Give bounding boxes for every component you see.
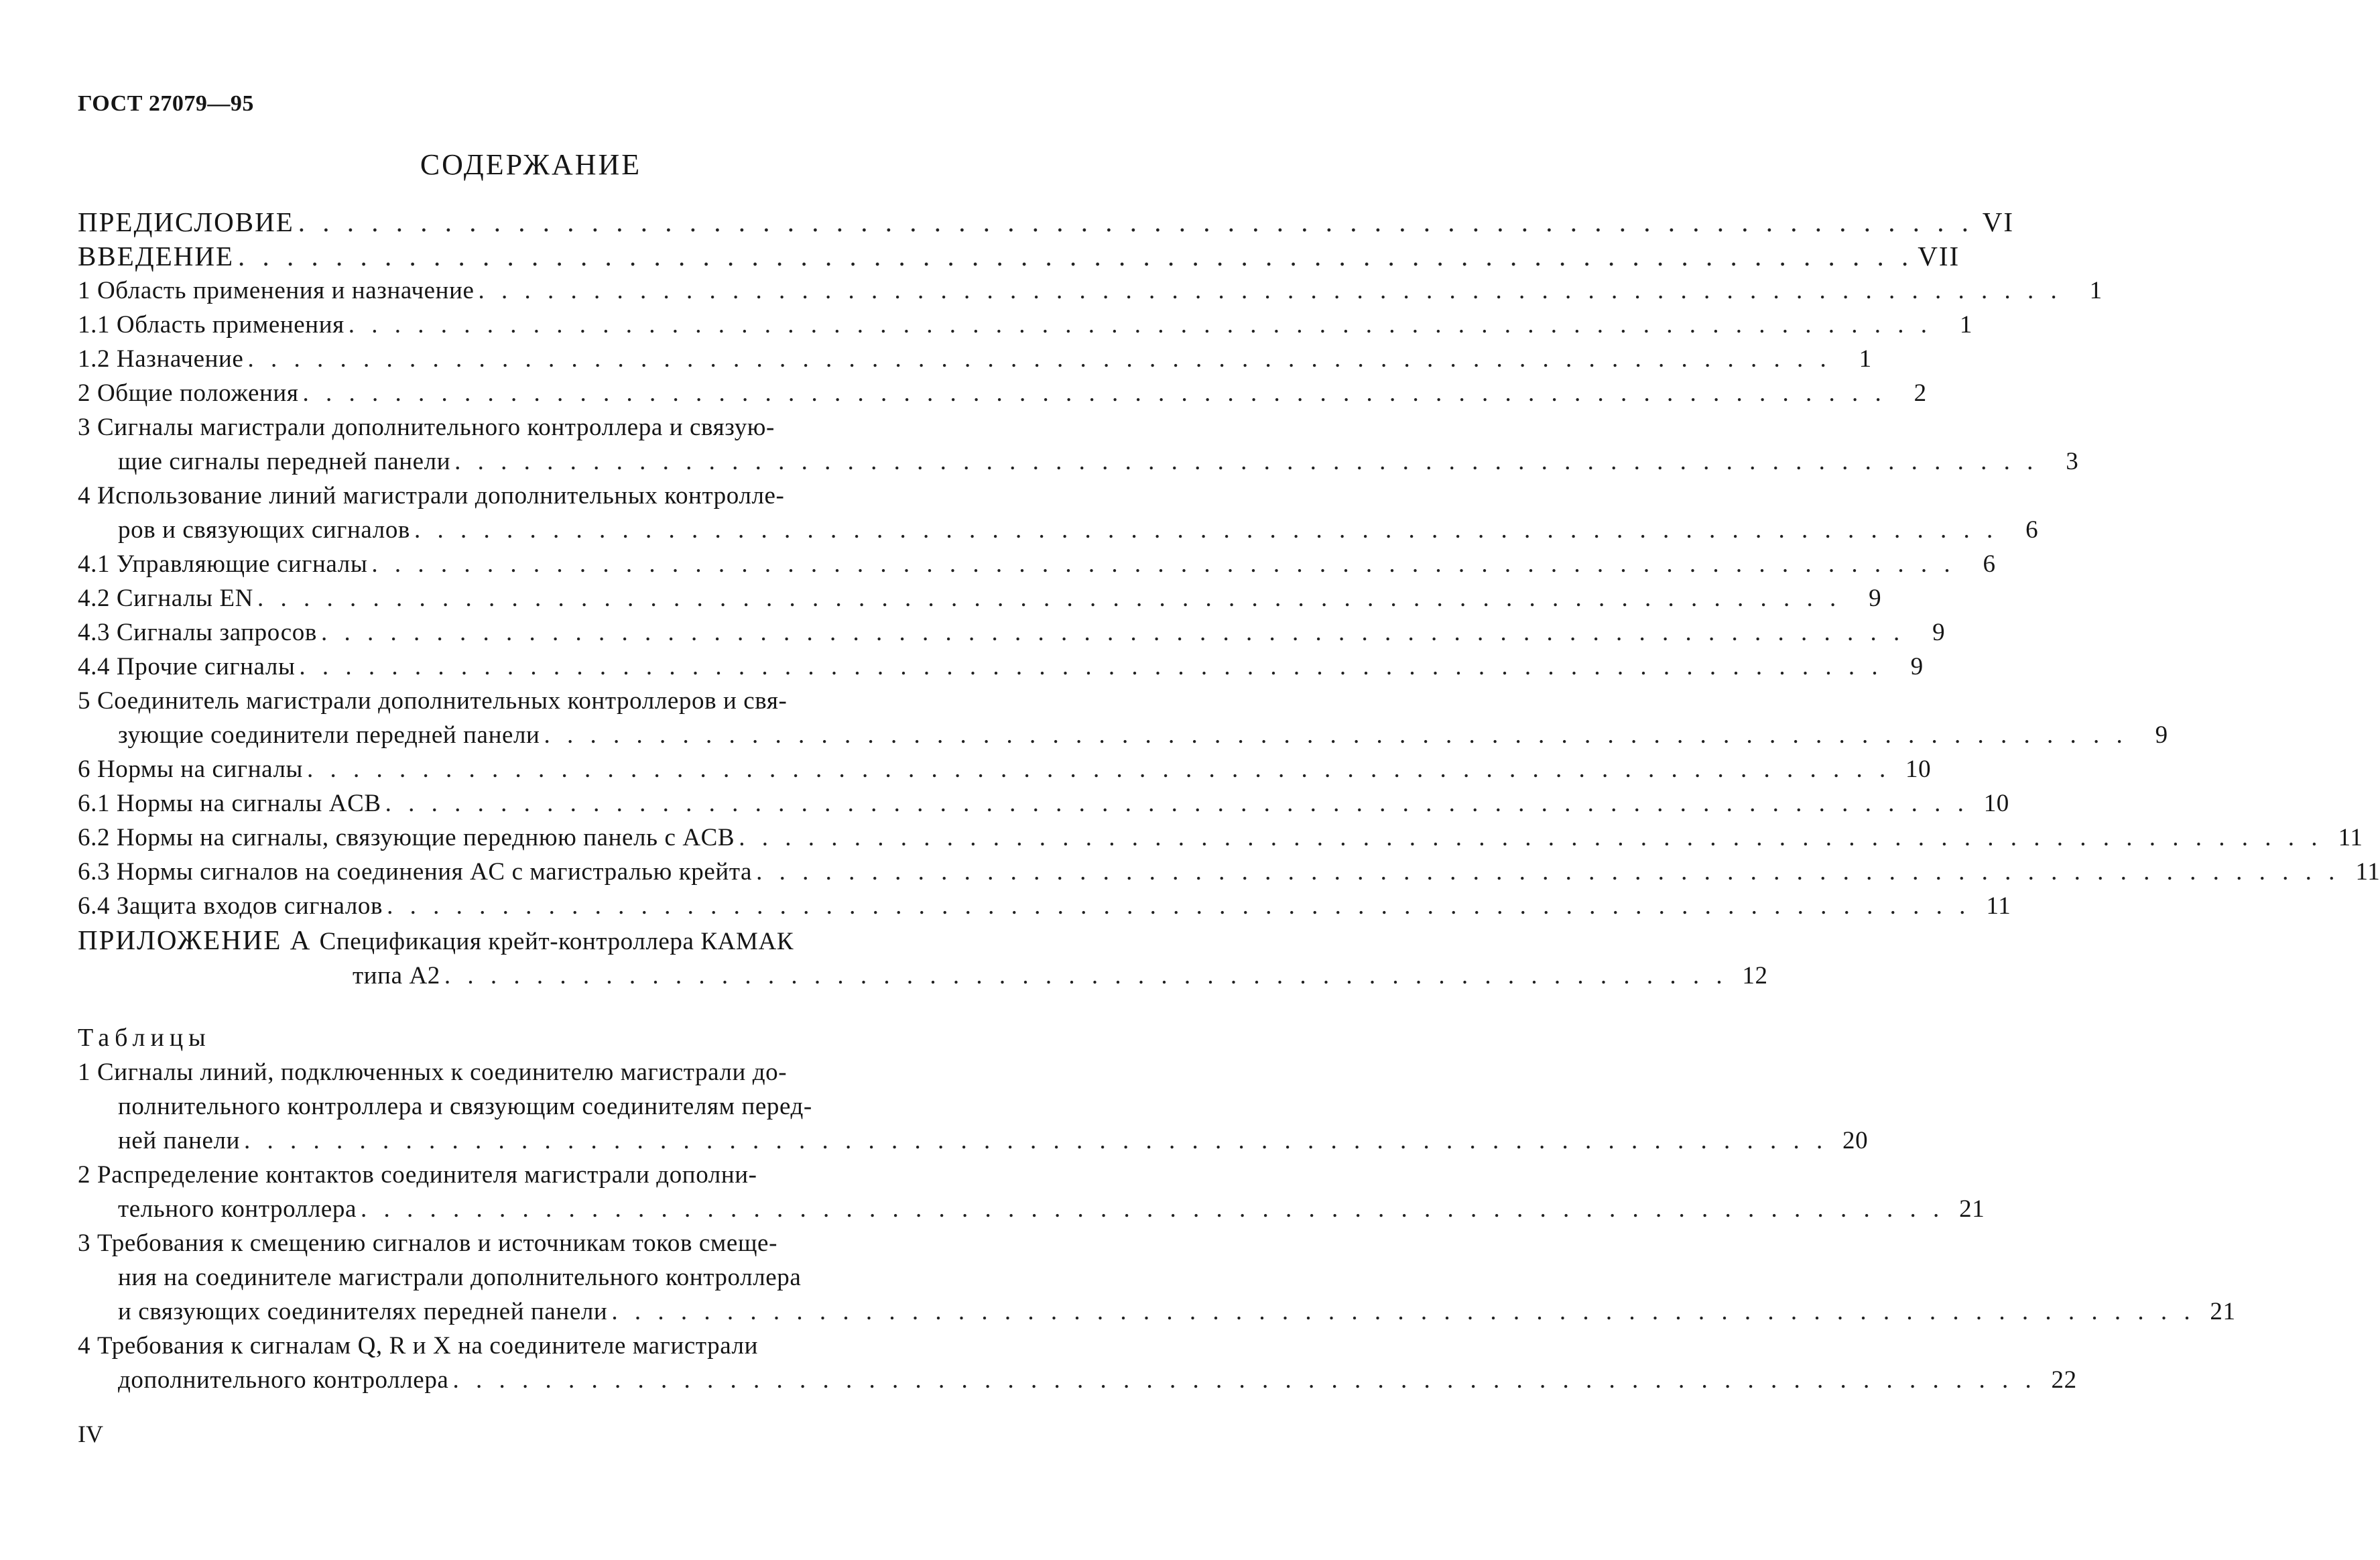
leader-dots: . . . . . . . . . . . . . . . . . . . . . . . . . . . . . . . . . . . . . . . . . . . . . . . . . . . . . . . . . . . . . . . . . . . . .	[371, 550, 1956, 578]
toc-entry[interactable]	[78, 855, 2380, 889]
leader-dots: . . . . . . . . . . . . . . . . . . . . . . . . . . . . . . . . . . . . . . . . . . . . . . . . . . . . . . . . . . . . . . . . . . . . .	[257, 585, 1842, 612]
page-number: 10	[1983, 790, 2009, 817]
annex-title-continued: типа А2	[353, 962, 440, 989]
leader-dots: . . . . . . . . . . . . . . . . . . . . . . . . . . . . . . . . . . . . . . . . . . . . . . . . . . . . . . . . . . . . . . . . . . . . .	[298, 206, 1975, 237]
table-title-line: 1 Сигналы линий, подключенных к соединителю магистрали до-	[78, 1059, 788, 1086]
page-number: 12	[1742, 962, 1768, 989]
table-title-line: 3 Требования к смещению сигналов и источникам токов смеще-	[78, 1229, 777, 1257]
page-number: 20	[1842, 1127, 1869, 1154]
leader-dots: . . . . . . . . . . . . . . . . . . . . . . . . . . . . . . . . . . . . . . . . . . . . . . . . . . . . . . . . . . . . . . . . . . . . .	[348, 311, 1932, 339]
leader-dots: . . . . . . . . . . . . . . . . . . . . . . . . . . . . . . . . . . . . . . . . . . . . . . . . . . . . . . . . . . . . . . . . . . . . .	[306, 756, 1891, 783]
toc-title-line: 6 Нормы на сигналы	[78, 756, 303, 783]
toc-entry[interactable]	[78, 342, 1872, 376]
table-title-line: и связующих соединителях передней панели	[118, 1298, 608, 1325]
page-number: 6	[2025, 516, 2039, 544]
leader-dots: . . . . . . . . . . . . . . . . . . . . . . . . . . . . . . . . . . . . . . . . . . . . . . . . . . . . . . . . . . . . . . . . . . . . .	[454, 448, 2039, 475]
toc-entry[interactable]	[78, 547, 1996, 581]
page-number: 6	[1983, 550, 1996, 578]
leader-dots: . . . . . . . . . . . . . . . . . . . . . . . . . . . . . . . . . . . . . . . . . . . . . . . . . . . . . . . .	[444, 962, 1728, 989]
toc-entry[interactable]	[78, 274, 2103, 308]
table-title-line: ния на соединителе магистрали дополнительного контроллера	[118, 1264, 802, 1291]
toc-entry[interactable]	[78, 308, 1972, 342]
annex-title: Спецификация крейт-контроллера КАМАК	[319, 928, 794, 955]
toc-entry[interactable]	[78, 786, 2009, 821]
page-number: 11	[2338, 824, 2363, 851]
toc-entry[interactable]	[78, 581, 1882, 615]
table-title-line: 4 Требования к сигналам Q, R и X на соединителе магистрали	[78, 1332, 759, 1360]
toc-title-line: 5 Соединитель магистрали дополнительных контроллеров и свя-	[78, 687, 788, 715]
leader-dots: . . . . . . . . . . . . . . . . . . . . . . . . . . . . . . . . . . . . . . . . . . . . . . . . . . . . . . . . . . . . . . . . . . . . .	[414, 516, 1999, 544]
toc-entry[interactable]	[78, 479, 2039, 547]
leader-dots: . . . . . . . . . . . . . . . . . . . . . . . . . . . . . . . . . . . . . . . . . . . . . . . . . . . . . . . . . . . . . . . . . . . . .	[244, 1127, 1828, 1154]
table-entry[interactable]	[78, 1226, 2236, 1329]
page-number: 2	[1914, 379, 1927, 407]
page-number: 9	[1932, 619, 1946, 646]
toc-title-line: 1.2 Назначение	[78, 345, 244, 373]
toc-title-line: зующие соединители передней панели	[118, 721, 540, 749]
leader-dots: . . . . . . . . . . . . . . . . . . . . . . . . . . . . . . . . . . . . . . . . . . . . . . . . . . . . . . . . . . . . . . . . . . . . .	[452, 1366, 2037, 1394]
leader-dots: . . . . . . . . . . . . . . . . . . . . . . . . . . . . . . . . . . . . . . . . . . . . . . . . . . . . . . . . . . . . . . . . . . . . .	[302, 379, 1887, 407]
tables-section-label: Таблицы	[78, 1024, 211, 1052]
table-entry[interactable]	[78, 1329, 2077, 1397]
toc-title-line: 3 Сигналы магистрали дополнительного контроллера и связую-	[78, 414, 775, 441]
toc-entry[interactable]	[78, 684, 2168, 752]
page-number: 3	[2066, 448, 2079, 475]
table-title-line: полнительного контроллера и связующим соединителям перед-	[118, 1093, 812, 1120]
table-title-line: тельного контроллера	[118, 1195, 357, 1223]
toc-title-line: 6.1 Нормы на сигналы ACB	[78, 790, 381, 817]
leader-dots: . . . . . . . . . . . . . . . . . . . . . . . . . . . . . . . . . . . . . . . . . . . . . . . . . . . . . . . . . . . . . . . . . . . . .	[238, 241, 1914, 272]
toc-title-line: ВВЕДЕНИЕ	[78, 241, 235, 272]
toc-entry[interactable]	[78, 410, 2079, 479]
toc-entry[interactable]	[78, 821, 2363, 855]
toc-title-line: ПРЕДИСЛОВИЕ	[78, 206, 294, 237]
leader-dots: . . . . . . . . . . . . . . . . . . . . . . . . . . . . . . . . . . . . . . . . . . . . . . . . . . . . . . . . . . . . . . . . . . . . .	[361, 1195, 1945, 1223]
toc-entry[interactable]	[78, 889, 2011, 923]
toc-title-line: ров и связующих сигналов	[118, 516, 410, 544]
toc-title-line: 2 Общие положения	[78, 379, 299, 407]
leader-dots: . . . . . . . . . . . . . . . . . . . . . . . . . . . . . . . . . . . . . . . . . . . . . . . . . . . . . . . . . . . . . . . . . . . . .	[739, 824, 2323, 851]
document-header: ГОСТ 27079—95	[78, 91, 254, 116]
table-entry[interactable]	[78, 1158, 1985, 1226]
annex-label: ПРИЛОЖЕНИЕ А	[78, 924, 312, 955]
toc-title-line: 4.4 Прочие сигналы	[78, 653, 296, 680]
toc-title-line: 4 Использование линий магистрали дополнительных контролле-	[78, 482, 785, 509]
toc-entry-annex[interactable]	[78, 923, 1768, 993]
table-title-line: ней панели	[118, 1127, 240, 1154]
toc-entry[interactable]	[78, 752, 1932, 786]
leader-dots: . . . . . . . . . . . . . . . . . . . . . . . . . . . . . . . . . . . . . . . . . . . . . . . . . . . . . . . . . . . . . . . . . . . . .	[544, 721, 2128, 749]
page-number: 9	[2155, 721, 2168, 749]
toc-title-line: 6.4 Защита входов сигналов	[78, 892, 383, 920]
table-title-line: дополнительного контроллера	[118, 1366, 449, 1394]
page-number: 10	[1905, 756, 1932, 783]
table-of-contents	[78, 205, 2380, 1397]
page-number: 22	[2051, 1366, 2077, 1394]
toc-title-line: 1.1 Область применения	[78, 311, 345, 339]
toc-title-line: 4.2 Сигналы EN	[78, 585, 253, 612]
page-number: 21	[2210, 1298, 2236, 1325]
page-number: 21	[1959, 1195, 1985, 1223]
toc-title-line: 1 Область применения и назначение	[78, 277, 475, 304]
table-entry[interactable]	[78, 1055, 1869, 1158]
page-number: 11	[1986, 892, 2011, 920]
toc-entry[interactable]	[78, 376, 1927, 410]
toc-entry[interactable]	[78, 650, 1924, 684]
toc-title-line: щие сигналы передней панели	[118, 448, 451, 475]
leader-dots: . . . . . . . . . . . . . . . . . . . . . . . . . . . . . . . . . . . . . . . . . . . . . . . . . . . . . . . . . . . . . . . . . . . . .	[247, 345, 1832, 373]
toc-title-line: 4.3 Сигналы запросов	[78, 619, 317, 646]
toc-entries	[78, 205, 2380, 923]
page-title: СОДЕРЖАНИЕ	[420, 148, 642, 181]
toc-title-line: 6.2 Нормы на сигналы, связующие переднюю панель с ACB	[78, 824, 735, 851]
leader-dots: . . . . . . . . . . . . . . . . . . . . . . . . . . . . . . . . . . . . . . . . . . . . . . . . . . . . . . . . . . . . . . . . . . . . .	[387, 892, 1971, 920]
page-number: 9	[1869, 585, 1882, 612]
leader-dots: . . . . . . . . . . . . . . . . . . . . . . . . . . . . . . . . . . . . . . . . . . . . . . . . . . . . . . . . . . . . . . . . . . . . .	[756, 858, 2340, 886]
leader-dots: . . . . . . . . . . . . . . . . . . . . . . . . . . . . . . . . . . . . . . . . . . . . . . . . . . . . . . . . . . . . . . . . . . . . .	[385, 790, 1969, 817]
page-number: 9	[1910, 653, 1924, 680]
page-number-footer: IV	[78, 1421, 103, 1447]
toc-entry[interactable]	[78, 615, 1946, 650]
leader-dots: . . . . . . . . . . . . . . . . . . . . . . . . . . . . . . . . . . . . . . . . . . . . . . . . . . . . . . . . . . . . . . . . . . . . .	[478, 277, 2062, 304]
page-number: 1	[1959, 311, 1972, 339]
leader-dots: . . . . . . . . . . . . . . . . . . . . . . . . . . . . . . . . . . . . . . . . . . . . . . . . . . . . . . . . . . . . . . . . . . . . .	[299, 653, 1883, 680]
toc-title-line: 6.3 Нормы сигналов на соединения AC с магистралью крейта	[78, 858, 753, 886]
leader-dots: . . . . . . . . . . . . . . . . . . . . . . . . . . . . . . . . . . . . . . . . . . . . . . . . . . . . . . . . . . . . . . . . . . . . .	[611, 1298, 2196, 1325]
toc-entry[interactable]	[78, 239, 1960, 274]
page-number: 1	[2089, 277, 2103, 304]
page-number: 11	[2355, 858, 2380, 886]
toc-title-line: 4.1 Управляющие сигналы	[78, 550, 368, 578]
page-number: 1	[1859, 345, 1872, 373]
page-number: VII	[1918, 241, 1960, 272]
table-list	[78, 1055, 2236, 1397]
table-title-line: 2 Распределение контактов соединителя магистрали дополни-	[78, 1161, 757, 1189]
page-number: VI	[1982, 206, 2015, 237]
toc-entry[interactable]	[78, 205, 2015, 239]
leader-dots: . . . . . . . . . . . . . . . . . . . . . . . . . . . . . . . . . . . . . . . . . . . . . . . . . . . . . . . . . . . . . . . . . . . . .	[320, 619, 1905, 646]
